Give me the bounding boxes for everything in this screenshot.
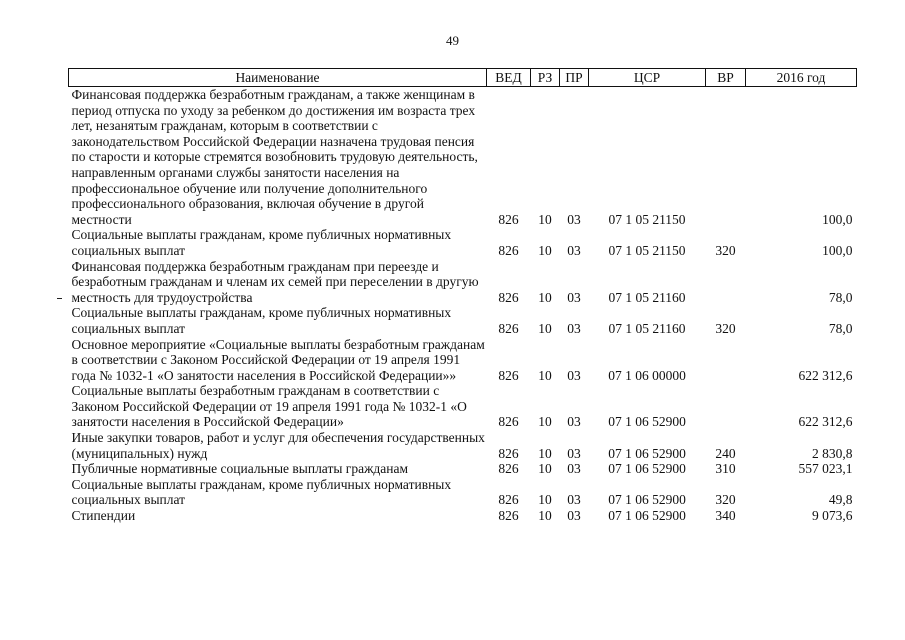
row-pr: 03 xyxy=(567,242,581,258)
row-rz: 10 xyxy=(538,445,552,461)
row-amount: 2 830,8 xyxy=(812,445,853,461)
row-vr: 340 xyxy=(715,508,736,524)
row-name: Основное мероприятие «Социальные выплаты безработным гражданам в соответствии с Законом Российской Федерации от 19 апреля 1991 года № 1032-1 «О занятости населения в Российской Федерации»» xyxy=(71,336,485,383)
row-ved: 826 xyxy=(498,289,519,305)
header-pr: ПР xyxy=(560,69,589,87)
row-csr: 07 1 06 52900 xyxy=(608,508,686,524)
row-csr: 07 1 05 21150 xyxy=(608,211,686,227)
header-year: 2016 год xyxy=(746,69,857,87)
table-row xyxy=(69,259,857,306)
row-rz: 10 xyxy=(538,508,552,524)
table-row xyxy=(69,227,857,258)
row-rz: 10 xyxy=(538,211,552,227)
row-amount: 622 312,6 xyxy=(798,414,853,430)
row-ved: 826 xyxy=(498,242,519,258)
header-vr: ВР xyxy=(706,69,746,87)
row-vr: 320 xyxy=(715,320,736,336)
row-amount: 78,0 xyxy=(828,289,853,305)
row-csr: 07 1 06 52900 xyxy=(608,492,686,508)
row-pr: 03 xyxy=(567,445,581,461)
table-row xyxy=(69,461,857,477)
row-name: Социальные выплаты гражданам, кроме публичных нормативных социальных выплат xyxy=(71,305,452,336)
page-number: 49 xyxy=(446,33,459,48)
table-row xyxy=(69,430,857,461)
row-vr: 240 xyxy=(715,445,736,461)
row-pr: 03 xyxy=(567,414,581,430)
row-ved: 826 xyxy=(498,211,519,227)
row-amount: 100,0 xyxy=(822,242,853,258)
row-csr: 07 1 06 52900 xyxy=(608,461,686,477)
row-csr: 07 1 05 21160 xyxy=(608,289,686,305)
budget-table xyxy=(68,68,857,524)
row-csr: 07 1 06 52900 xyxy=(608,414,686,430)
row-vr xyxy=(706,383,746,430)
row-vr: 320 xyxy=(715,492,736,508)
row-rz: 10 xyxy=(538,289,552,305)
row-csr: 07 1 05 21160 xyxy=(608,320,686,336)
table-row xyxy=(69,477,857,508)
row-vr xyxy=(706,337,746,384)
row-name: Иные закупки товаров, работ и услуг для обеспечения государственных (муниципальных) нужд xyxy=(71,430,485,461)
row-pr: 03 xyxy=(567,320,581,336)
row-amount: 100,0 xyxy=(822,211,853,227)
row-amount: 557 023,1 xyxy=(798,461,853,477)
row-ved: 826 xyxy=(498,445,519,461)
row-rz: 10 xyxy=(538,414,552,430)
row-pr: 03 xyxy=(567,492,581,508)
table-row xyxy=(69,305,857,336)
row-vr xyxy=(706,87,746,228)
row-rz: 10 xyxy=(538,492,552,508)
row-ved: 826 xyxy=(498,367,519,383)
row-ved: 826 xyxy=(498,320,519,336)
table-row xyxy=(69,383,857,430)
row-amount: 622 312,6 xyxy=(798,367,853,383)
header-ved: ВЕД xyxy=(487,69,531,87)
row-ved: 826 xyxy=(498,492,519,508)
row-rz: 10 xyxy=(538,242,552,258)
row-pr: 03 xyxy=(567,289,581,305)
row-ved: 826 xyxy=(498,414,519,430)
row-vr xyxy=(706,259,746,306)
header-name: Наименование xyxy=(69,69,487,87)
row-amount: 49,8 xyxy=(828,492,853,508)
row-amount: 9 073,6 xyxy=(812,508,853,524)
row-name: Стипендии xyxy=(71,508,136,524)
row-name: Социальные выплаты гражданам, кроме публичных нормативных социальных выплат xyxy=(71,227,452,258)
row-vr: 310 xyxy=(715,461,736,477)
row-name: Социальные выплаты безработным гражданам в соответствии с Законом Российской Федерации от 19 апреля 1991 года № 1032-1 «О занятости населения в Российской Федерации» xyxy=(71,383,467,430)
header-csr: ЦСР xyxy=(589,69,706,87)
row-pr: 03 xyxy=(567,211,581,227)
row-csr: 07 1 06 52900 xyxy=(608,445,686,461)
row-name: Финансовая поддержка безработным гражданам при переезде и безработным гражданам и членам их семей при переселении в другую местность для трудоустройства xyxy=(71,258,479,305)
row-rz: 10 xyxy=(538,461,552,477)
row-pr: 03 xyxy=(567,461,581,477)
table-row xyxy=(69,87,857,228)
row-csr: 07 1 06 00000 xyxy=(608,367,686,383)
table-row xyxy=(69,337,857,384)
row-pr: 03 xyxy=(567,508,581,524)
row-pr: 03 xyxy=(567,367,581,383)
row-name: Публичные нормативные социальные выплаты гражданам xyxy=(71,461,409,477)
row-rz: 10 xyxy=(538,320,552,336)
table-header-row xyxy=(69,69,857,87)
row-amount: 78,0 xyxy=(828,320,853,336)
row-name: Финансовая поддержка безработным гражданам, а также женщинам в период отпуска по уходу за ребенком до достижения им возраста трех лет, незанятым гражданам, которым в соответствии с законодательством Российской Федерации назначена трудовая пенсия по старости и которые стремятся возобновить трудовую деятельность, направленным органами службы занятости населения на профессиональное обучение или получение дополнительного профессионального образования, включая обучение в другой местности xyxy=(71,87,478,227)
table-row xyxy=(69,508,857,524)
row-csr: 07 1 05 21150 xyxy=(608,242,686,258)
row-rz: 10 xyxy=(538,367,552,383)
row-ved: 826 xyxy=(498,461,519,477)
margin-mark xyxy=(57,298,62,299)
header-rz: РЗ xyxy=(531,69,560,87)
row-vr: 320 xyxy=(715,242,736,258)
row-name: Социальные выплаты гражданам, кроме публичных нормативных социальных выплат xyxy=(71,476,452,508)
row-ved: 826 xyxy=(498,508,519,524)
